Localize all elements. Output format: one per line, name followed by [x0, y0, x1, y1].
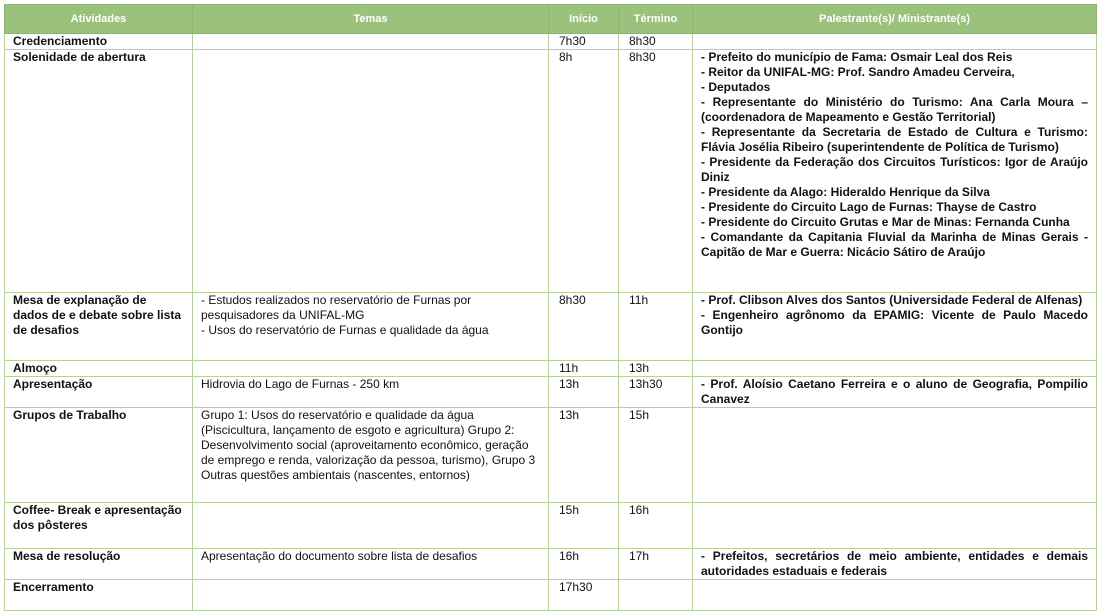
header-inicio: Início [549, 5, 619, 34]
palestrantes-cell [693, 293, 1097, 361]
palestrante-line: - Presidente da Alago: Hideraldo Henrique da Silva [701, 185, 990, 199]
table-row [5, 34, 1097, 50]
table-row [5, 293, 1097, 361]
table-row [5, 361, 1097, 377]
temas-cell [193, 503, 549, 549]
tema-line: Hidrovia do Lago de Furnas - 250 km [201, 377, 400, 391]
palestrante-line: - Prof. Clibson Alves dos Santos (Universidade Federal de Alfenas) [701, 293, 1083, 307]
palestrante-line: - Prefeito do município de Fama: Osmair Leal dos Reis [701, 50, 1013, 64]
table-row [5, 580, 1097, 611]
temas-cell [193, 293, 549, 361]
atividade-cell: Coffee- Break e apresentação dos pôsteres [5, 503, 193, 549]
termino-cell: 17h [619, 549, 693, 580]
termino-cell: 13h30 [619, 377, 693, 408]
tema-line: - Usos do reservatório de Furnas e qualidade da água [201, 323, 489, 337]
palestrante-line: - Presidente do Circuito Lago de Furnas: Thayse de Castro [701, 200, 1037, 214]
termino-cell: 15h [619, 408, 693, 503]
termino-cell: 13h [619, 361, 693, 377]
palestrante-line: - Deputados [701, 80, 771, 94]
atividade-cell: Almoço [5, 361, 193, 377]
table-row [5, 503, 1097, 549]
atividade-cell: Credenciamento [5, 34, 193, 50]
table-row [5, 408, 1097, 503]
termino-cell: 16h [619, 503, 693, 549]
inicio-cell: 11h [549, 361, 619, 377]
atividade-cell: Solenidade de abertura [5, 50, 193, 293]
inicio-cell: 13h [549, 377, 619, 408]
table-row [5, 549, 1097, 580]
palestrantes-cell [693, 549, 1097, 580]
temas-cell [193, 408, 549, 503]
atividade-cell: Mesa de explanação de dados de e debate sobre lista de desafios [5, 293, 193, 361]
temas-cell [193, 580, 549, 611]
inicio-cell: 15h [549, 503, 619, 549]
atividade-cell: Mesa de resolução [5, 549, 193, 580]
palestrantes-cell [693, 34, 1097, 50]
inicio-cell: 8h30 [549, 293, 619, 361]
palestrantes-cell [693, 361, 1097, 377]
inicio-cell: 16h [549, 549, 619, 580]
palestrante-line: - Presidente da Federação dos Circuitos Turísticos: Igor de Araújo Diniz [701, 155, 1088, 184]
header-termino: Término [619, 5, 693, 34]
palestrantes-cell [693, 408, 1097, 503]
termino-cell [619, 580, 693, 611]
schedule-table [4, 4, 1097, 611]
table-row [5, 50, 1097, 293]
header-palestrantes: Palestrante(s)/ Ministrante(s) [693, 5, 1097, 34]
palestrante-line: - Representante da Secretaria de Estado de Cultura e Turismo: Flávia Josélia Ribeiro (superintendente de Política de Turismo) [701, 125, 1088, 154]
header-row [5, 5, 1097, 34]
palestrante-line: - Prefeitos, secretários de meio ambiente, entidades e demais autoridades estaduais e federais [701, 549, 1088, 578]
palestrante-line: - Comandante da Capitania Fluvial da Marinha de Minas Gerais - Capitão de Mar e Guerra: Nicácio Sátiro de Araújo [701, 230, 1088, 259]
inicio-cell: 13h [549, 408, 619, 503]
termino-cell: 8h30 [619, 50, 693, 293]
palestrante-line: - Reitor da UNIFAL-MG: Prof. Sandro Amadeu Cerveira, [701, 65, 1015, 79]
palestrante-line: - Prof. Aloísio Caetano Ferreira e o aluno de Geografia, Pompilio Canavez [701, 377, 1088, 406]
header-atividades: Atividades [5, 5, 193, 34]
tema-line: Apresentação do documento sobre lista de desafios [201, 549, 478, 563]
atividade-cell: Grupos de Trabalho [5, 408, 193, 503]
termino-cell: 8h30 [619, 34, 693, 50]
tema-line: Grupo 1: Usos do reservatório e qualidade da água (Piscicultura, lançamento de esgoto e agricultura) Grupo 2: Desenvolvimento social (aproveitamento econômico, geração de emprego e renda, valorização da pessoa, turismo), Grupo 3 Outras questões ambientais (nascentes, entornos) [201, 408, 536, 482]
inicio-cell: 8h [549, 50, 619, 293]
table-row [5, 377, 1097, 408]
termino-cell: 11h [619, 293, 693, 361]
temas-cell [193, 50, 549, 293]
temas-cell [193, 361, 549, 377]
palestrante-line: - Engenheiro agrônomo da EPAMIG: Vicente de Paulo Macedo Gontijo [701, 308, 1088, 337]
palestrantes-cell [693, 50, 1097, 293]
temas-cell [193, 377, 549, 408]
palestrantes-cell [693, 580, 1097, 611]
palestrantes-cell [693, 503, 1097, 549]
tema-line: - Estudos realizados no reservatório de Furnas por pesquisadores da UNIFAL-MG [201, 293, 472, 322]
inicio-cell: 17h30 [549, 580, 619, 611]
header-temas: Temas [193, 5, 549, 34]
temas-cell [193, 549, 549, 580]
inicio-cell: 7h30 [549, 34, 619, 50]
palestrantes-cell [693, 377, 1097, 408]
palestrante-line: - Presidente do Circuito Grutas e Mar de Minas: Fernanda Cunha [701, 215, 1070, 229]
palestrante-line: - Representante do Ministério do Turismo: Ana Carla Moura – (coordenadora de Mapeamento e Gestão Territorial) [701, 95, 1088, 124]
temas-cell [193, 34, 549, 50]
schedule-body [5, 34, 1097, 611]
atividade-cell: Encerramento [5, 580, 193, 611]
atividade-cell: Apresentação [5, 377, 193, 408]
